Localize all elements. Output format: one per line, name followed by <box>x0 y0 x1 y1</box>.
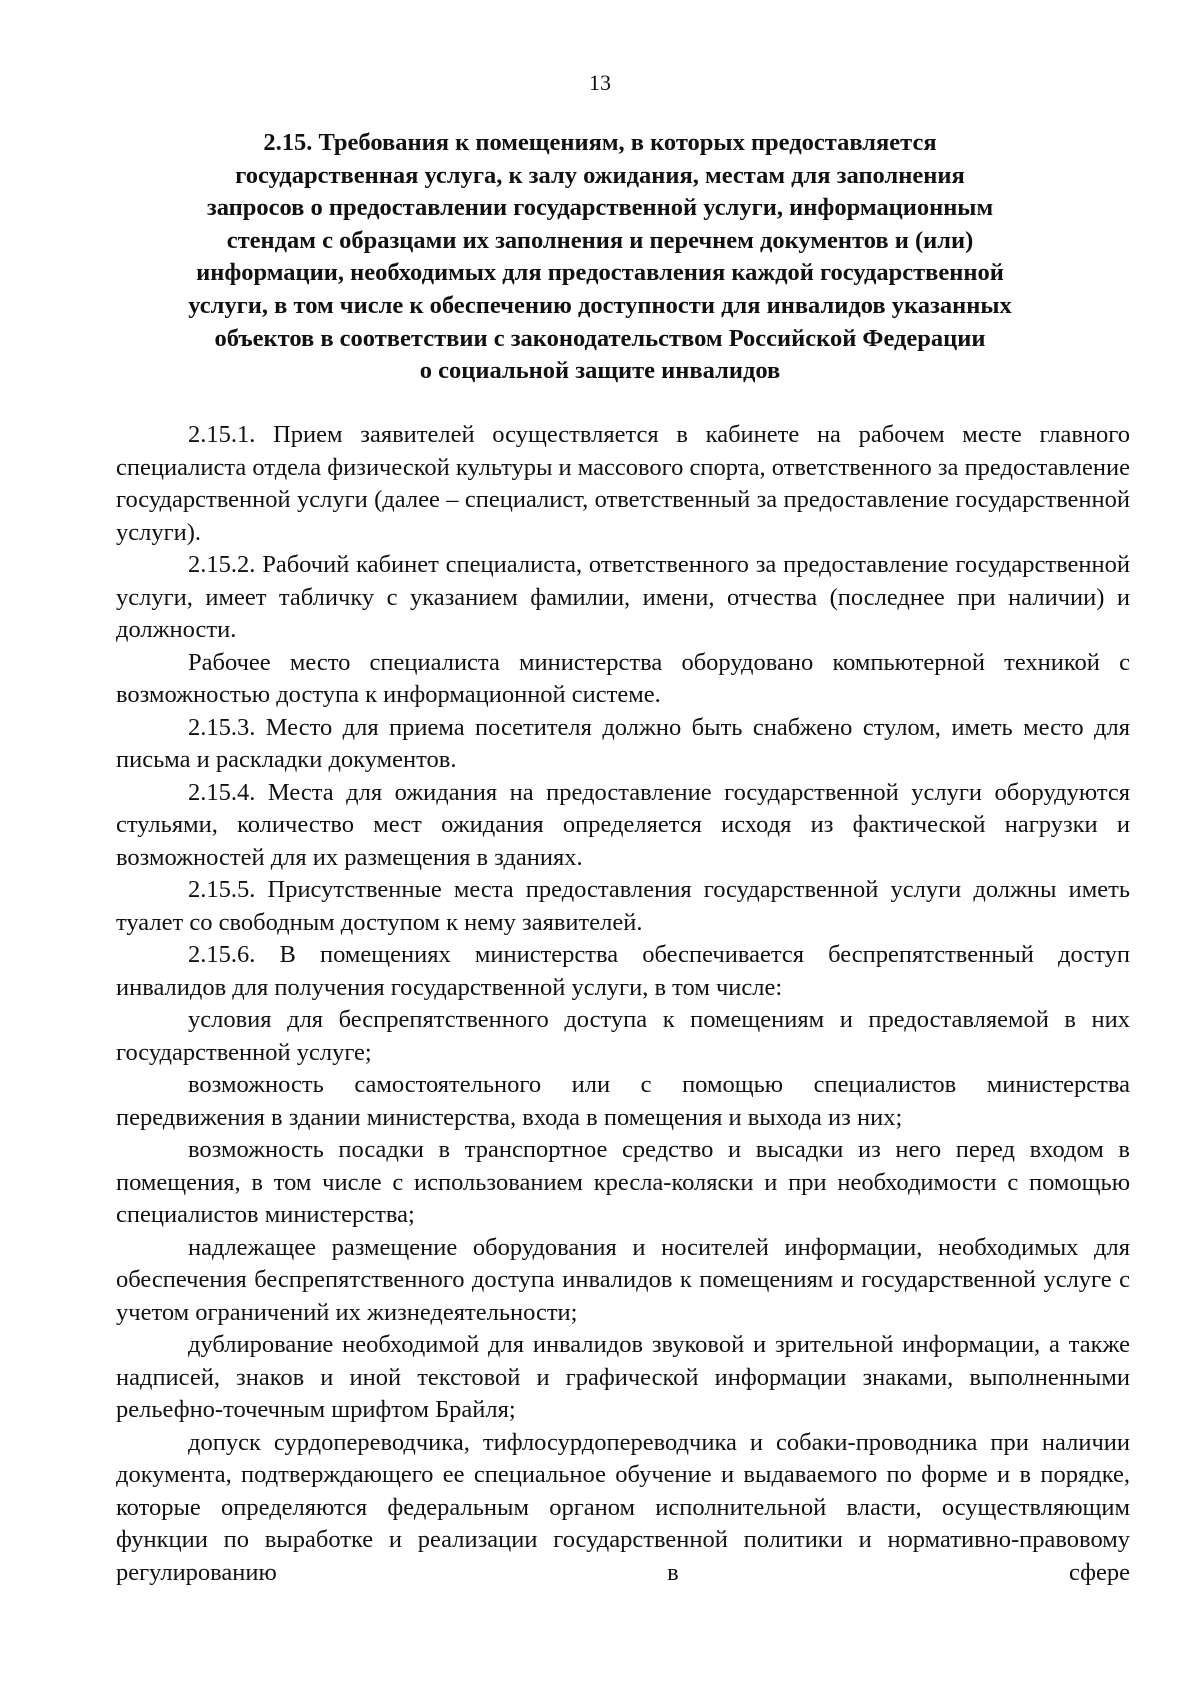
heading-line: информации, необходимых для предоставления каждой государственной <box>196 259 1004 287</box>
paragraph-2-15-1: 2.15.1. Прием заявителей осуществляется в кабинете на рабочем месте главного специалиста отдела физической культуры и массового спорта, ответственного за предоставление государственной услуги (далее – специалист, ответственный за предоставление государственной услуги). <box>116 421 1130 546</box>
body-text <box>116 419 1130 1589</box>
paragraph-2-15-3: 2.15.3. Место для приема посетителя должно быть снабжено стулом, иметь место для письма и раскладки документов. <box>116 713 1130 773</box>
section-heading <box>0 127 1200 388</box>
list-item-access-conditions: условия для беспрепятственного доступа к помещениям и предоставляемой в них государственной услуге; <box>116 1006 1130 1066</box>
heading-line: услуги, в том числе к обеспечению доступности для инвалидов указанных <box>188 291 1012 319</box>
list-item-movement: возможность самостоятельного или с помощью специалистов министерства передвижения в здании министерства, входа в помещения и выхода из них; <box>116 1071 1130 1131</box>
list-item-equipment-placement: надлежащее размещение оборудования и носителей информации, необходимых для обеспечения беспрепятственного доступа инвалидов к помещениям и государственной услуге с учетом ограничений их жизнедеятельности; <box>116 1233 1130 1326</box>
paragraph-workplace: Рабочее место специалиста министерства оборудовано компьютерной техникой с возможностью доступа к информационной системе. <box>116 648 1130 708</box>
paragraph-2-15-6: 2.15.6. В помещениях министерства обеспечивается беспрепятственный доступ инвалидов для получения государственной услуги, в том числе: <box>116 941 1130 1001</box>
heading-line: стендам с образцами их заполнения и перечнем документов и (или) <box>226 226 974 254</box>
heading-line: государственная услуга, к залу ожидания, местам для заполнения <box>235 161 965 189</box>
list-item-interpreter-admission: допуск сурдопереводчика, тифлосурдопереводчика и собаки-проводника при наличии документа, подтверждающего ее специальное обучение и выдаваемого по форме и в порядке, которые определяются федеральным органом исполнительной власти, осуществляющим функции по выработке и реализации государственной политики и нормативно-правовому регулированию в сфере <box>116 1428 1130 1586</box>
list-item-braille-duplication: дублирование необходимой для инвалидов звуковой и зрительной информации, а также надписей, знаков и иной текстовой и графической информации знаками, выполненными рельефно-точечным шрифтом Брайля; <box>116 1331 1130 1423</box>
paragraph-2-15-4: 2.15.4. Места для ожидания на предоставление государственной услуги оборудуются стульями, количество мест ожидания определяется исходя из фактической нагрузки и возможностей для их размещения в зданиях. <box>116 778 1130 871</box>
heading-line: запросов о предоставлении государственной услуги, информационным <box>206 194 994 222</box>
paragraph-2-15-2: 2.15.2. Рабочий кабинет специалиста, ответственного за предоставление государственной услуги, имеет табличку с указанием фамилии, имени, отчества (последнее при наличии) и должности. <box>116 551 1130 643</box>
list-item-transport: возможность посадки в транспортное средство и высадки из него перед входом в помещения, в том числе с использованием кресла-коляски и при необходимости с помощью специалистов министерства; <box>116 1136 1130 1228</box>
heading-line: 2.15. Требования к помещениям, в которых предоставляется <box>263 129 937 156</box>
heading-line: объектов в соответствии с законодательством Российской Федерации <box>214 324 986 352</box>
paragraph-2-15-5: 2.15.5. Присутственные места предоставления государственной услуги должны иметь туалет со свободным доступом к нему заявителей. <box>116 876 1130 936</box>
page-number: 13 <box>589 70 611 95</box>
heading-line: о социальной защите инвалидов <box>419 357 781 385</box>
